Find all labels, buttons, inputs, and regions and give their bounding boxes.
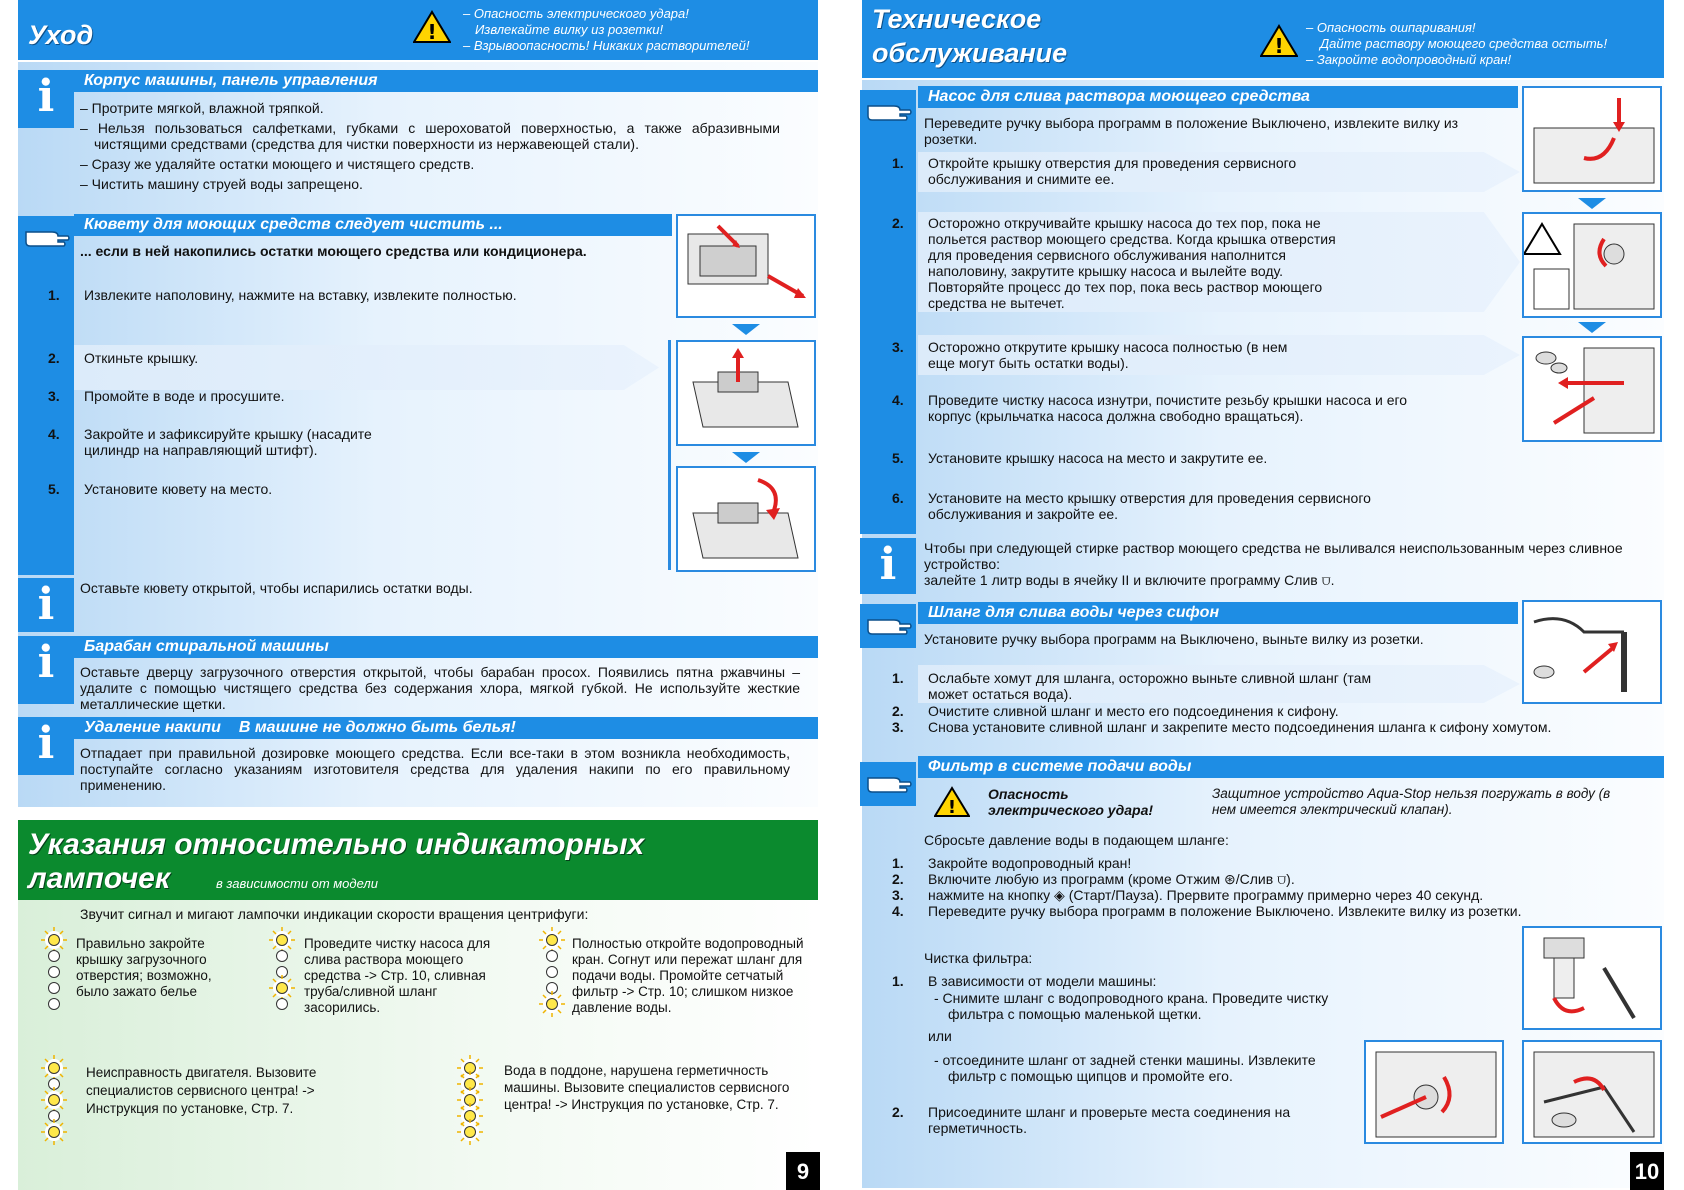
section-title: Корпус машины, панель управления: [74, 70, 818, 92]
section-title-bar: [74, 717, 818, 739]
svg-text:!: !: [947, 797, 957, 818]
lamp-off-icon: [276, 998, 288, 1010]
step-text: Включите любую из программ (кроме Отжим ⊛/Слив ⩌).: [928, 871, 1295, 887]
info-icon: i: [860, 538, 916, 594]
step-text: - отсоедините шланг от задней стенки машины. Извлеките фильтр с помощью щипцов и промойте его.: [934, 1052, 1316, 1084]
lamp-ray-icon: [457, 1119, 483, 1145]
warning-line: – Опасность электрического удара!: [463, 6, 689, 21]
step-number: 1.: [892, 670, 904, 686]
page-9-header: [18, 0, 818, 60]
arrow-down-icon: [1578, 322, 1606, 333]
section-intro: Установите ручку выбора программ на Выключено, выньте вилку из розетки.: [924, 631, 1424, 647]
page-title: Уход: [28, 20, 94, 50]
step-number: 4.: [48, 426, 60, 442]
step-text: Установите на место крышку отверстия для проведения сервисного обслуживания и закройте ее.: [928, 490, 1371, 522]
step-text: Установите кювету на место.: [84, 481, 273, 497]
section-note: [924, 540, 1664, 588]
section-note: Оставьте кювету открытой, чтобы испарились остатки воды.: [80, 580, 473, 596]
lamp-off-icon: [276, 950, 288, 962]
step-text: нажмите на кнопку ◈ (Старт/Пауза). Прервите программу примерно через 40 секунд.: [928, 887, 1484, 903]
lamp-off-icon: [48, 982, 60, 994]
step-number: 1.: [892, 155, 904, 171]
lamp-off-icon: [546, 966, 558, 978]
step-number: 4.: [892, 392, 904, 408]
lamp-off-icon: [48, 950, 60, 962]
list-item: – Сразу же удаляйте остатки моющего и чистящего средств.: [80, 156, 475, 172]
step-number: 2.: [892, 871, 904, 887]
step-number: 5.: [892, 450, 904, 466]
step-text: Закройте водопроводный кран!: [928, 855, 1132, 871]
step-text: Осторожно откручивайте крышку насоса до тех пор, пока не польется раствор моющего средства. Когда крышка отверстия для проведения сервисного обслуживания наполнится наполовину, закрутите крышку насоса и вылейте воду. Повторяйте процесс до тех пор, пока весь раствор моющего средства не вытечет.: [928, 215, 1336, 311]
step-text: Промойте в воде и просушите.: [84, 388, 285, 404]
info-icon: i: [18, 636, 74, 704]
or-label: или: [928, 1028, 952, 1044]
svg-text:!: !: [1274, 34, 1284, 58]
warning-line: Извлекайте вилку из розетки!: [475, 22, 664, 37]
pump-illustration-1: [1522, 86, 1662, 192]
indicator-header: [18, 820, 818, 900]
divider: [668, 340, 671, 570]
step-text: Откройте крышку отверстия для проведения сервисного обслуживания и снимите ее.: [928, 155, 1297, 187]
section-title: Барабан стиральной машины: [74, 636, 818, 658]
step-text: Ослабьте хомут для шланга, осторожно выньте сливной шланг (там может остаться вода).: [928, 670, 1372, 702]
page-number: 10: [1630, 1152, 1664, 1190]
page-number: 9: [786, 1152, 820, 1190]
lamp-off-icon: [546, 950, 558, 962]
step-text: Закройте и зафиксируйте крышку (насадите цилиндр на направляющий штифт).: [84, 426, 372, 458]
warning-line: – Опасность ошпаривания!: [1306, 20, 1476, 35]
aqua-stop-note: Защитное устройство Aqua-Stop нельзя погружать в воду (в нем имеется электрический клапан).: [1212, 786, 1611, 817]
section-intro: Переведите ручку выбора программ в положение Выключено, извлеките вилку из розетки.: [924, 115, 1459, 147]
step-number: 5.: [48, 481, 60, 497]
indicator-case-1: Правильно закройте крышку загрузочного отверстия; возможно, было зажато белье: [76, 936, 212, 999]
step-text: Присоедините шланг и проверьте места соединения на герметичность.: [928, 1104, 1291, 1136]
page-title-line2: обслуживание: [872, 38, 1068, 68]
indicator-title-line1: Указания относительно индикаторных: [28, 828, 645, 861]
step-number: 3.: [892, 719, 904, 735]
machine-filter-illustration-1: [1364, 1040, 1504, 1144]
step-text: Откиньте крышку.: [84, 350, 199, 366]
indicator-case-5: Вода в поддоне, нарушена герметичность машины. Вызовите специалистов сервисного центра! -> Инструкция по установке, Стр. 7.: [504, 1063, 790, 1112]
warning-icon: [413, 10, 451, 44]
step-number: 6.: [892, 490, 904, 506]
danger-line: электрического удара!: [988, 802, 1154, 818]
section-body: Отпадает при правильной дозировке моющего средства. Если все-таки в этом возникла необходимость, поступайте согласно указаниям изготовителя средства для удаления накипи по его правильному применению.: [80, 745, 790, 793]
section-title: Кювету для моющих средств следует чистить ...: [74, 214, 672, 236]
step-number: 1.: [48, 287, 60, 303]
warning-line: – Закройте водопроводный кран!: [1306, 52, 1512, 67]
pump-illustration-3: [1522, 336, 1662, 442]
step-number: 3.: [892, 887, 904, 903]
section-body: [80, 100, 780, 192]
arrow-down-icon: [732, 324, 760, 335]
warning-line: – Взрывоопасность! Никаких растворителей!: [463, 38, 750, 53]
danger-label: [988, 786, 1153, 818]
section-intro: ... если в ней накопились остатки моющего средства или кондиционера.: [80, 243, 587, 259]
warning-icon: [934, 786, 970, 818]
list-item: – Протрите мягкой, влажной тряпкой.: [80, 100, 324, 116]
section-body: Оставьте дверцу загрузочного отверстия открытой, чтобы барабан просох. Появились пятна ржавчины – удалите с помощью чистящего средства без содержания хлора, мягкой губкой. Не используйте жесткие металлические щетки.: [80, 664, 800, 712]
indicator-case-4: Неисправность двигателя. Вызовите специалистов сервисного центра! -> Инструкция по установке, Стр. 7.: [86, 1065, 317, 1116]
header-warnings: [1306, 20, 1607, 68]
section-sidebar: [18, 260, 74, 575]
step-number: 2.: [48, 350, 60, 366]
warning-line: Дайте раствору моющего средства остыть!: [1320, 36, 1608, 51]
step-number: 2.: [892, 215, 904, 231]
step-number: 2.: [892, 1104, 904, 1120]
note-line: Чтобы при следующей стирке раствор моющего средства не выливался неиспользованным через сливное устройство:: [924, 540, 1623, 572]
indicator-case-2: Проведите чистку насоса для слива раствора моющего средства -> Стр. 10, сливная труба/сливной шланг засорились.: [304, 936, 491, 1015]
hand-pointer-icon: [860, 90, 916, 134]
indicator-case-3: Полностью откройте водопроводный кран. Согнут или пережат шланг для подачи воды. Промойте сетчатый фильтр -> Стр. 10; слишком низкое давление воды.: [572, 936, 804, 1015]
dispenser-illustration-2: [676, 340, 816, 446]
dispenser-illustration-1: [676, 214, 816, 318]
step-text: Очистите сливной шланг и место его подсоединения к сифону.: [928, 703, 1339, 719]
step-number: 4.: [892, 903, 904, 919]
arrow-down-icon: [1578, 198, 1606, 209]
lamp-ray-icon: [539, 991, 565, 1017]
lamp-off-icon: [48, 998, 60, 1010]
list-item: – Нельзя пользоваться салфетками, губками с шероховатой поверхностью, а также абразивными чистящими средствами (средства для чистки поверхности из нержавеющей стали).: [80, 120, 780, 152]
danger-line: Опасность: [988, 786, 1069, 802]
section-title: Фильтр в системе подачи воды: [918, 756, 1664, 778]
reset-pressure: Сбросьте давление воды в подающем шланге:: [924, 832, 1229, 848]
indicator-intro: Звучит сигнал и мигают лампочки индикации скорости вращения центрифуги:: [80, 906, 589, 922]
lamp-off-icon: [48, 966, 60, 978]
page-10-header: [862, 0, 1664, 78]
machine-filter-illustration-2: [1522, 1040, 1662, 1144]
step-number: 1.: [892, 973, 904, 989]
step-text: Осторожно открутите крышку насоса полностью (в нем еще могут быть остатки воды).: [928, 339, 1288, 371]
clean-filter-heading: Чистка фильтра:: [924, 950, 1033, 966]
arrow-down-icon: [732, 452, 760, 463]
svg-text:!: !: [427, 20, 437, 44]
siphon-illustration: [1522, 600, 1662, 704]
section-sidebar: [860, 134, 916, 534]
pump-illustration-2: [1522, 212, 1662, 318]
step-text: Переведите ручку выбора программ в положение Выключено. Извлеките вилку из розетки.: [928, 903, 1522, 919]
step-number: 3.: [48, 388, 60, 404]
step-number: 2.: [892, 703, 904, 719]
indicator-title-line2: лампочек: [28, 862, 171, 895]
step-text: Извлеките наполовину, нажмите на вставку, извлеките полностью.: [84, 287, 517, 303]
step-text: Снова установите сливной шланг и закрепите место подсоединения шланга к сифону хомутом.: [928, 719, 1552, 735]
step-text: Установите крышку насоса на место и закрутите ее.: [928, 450, 1268, 466]
info-icon: i: [18, 70, 74, 128]
list-item: – Чистить машину струей воды запрещено.: [80, 176, 363, 192]
info-icon: i: [18, 578, 74, 632]
note-line: залейте 1 литр воды в ячейку II и включите программу Слив ⩌.: [924, 572, 1335, 588]
step-text: В зависимости от модели машины:: [928, 973, 1157, 989]
info-icon: i: [18, 717, 74, 775]
step-number: 3.: [892, 339, 904, 355]
step-text: Проведите чистку насоса изнутри, почистите резьбу крышки насоса и его корпус (крыльчатка насоса должна свободно вращаться).: [928, 392, 1408, 424]
page-title-line1: Техническое: [872, 4, 1042, 34]
section-title: Насос для слива раствора моющего средства: [918, 86, 1518, 108]
section-title: Удаление накипи: [84, 719, 221, 736]
hand-pointer-icon: [860, 604, 916, 648]
section-subtitle: В машине не должно быть белья!: [238, 719, 516, 736]
header-warnings: [463, 6, 749, 54]
step-number: 1.: [892, 855, 904, 871]
dispenser-illustration-3: [676, 466, 816, 572]
warning-icon: [1260, 24, 1298, 58]
hand-pointer-icon: [18, 216, 74, 260]
page-10: [842, 0, 1684, 1190]
section-title: Шланг для слива воды через сифон: [918, 602, 1518, 624]
step-text: - Снимите шланг с водопроводного крана. Проведите чистку фильтра с помощью маленькой щетки.: [934, 990, 1329, 1022]
lamp-ray-icon: [41, 1119, 67, 1145]
model-note: в зависимости от модели: [216, 876, 378, 891]
faucet-filter-illustration: [1522, 926, 1662, 1030]
hand-pointer-icon: [860, 762, 916, 806]
